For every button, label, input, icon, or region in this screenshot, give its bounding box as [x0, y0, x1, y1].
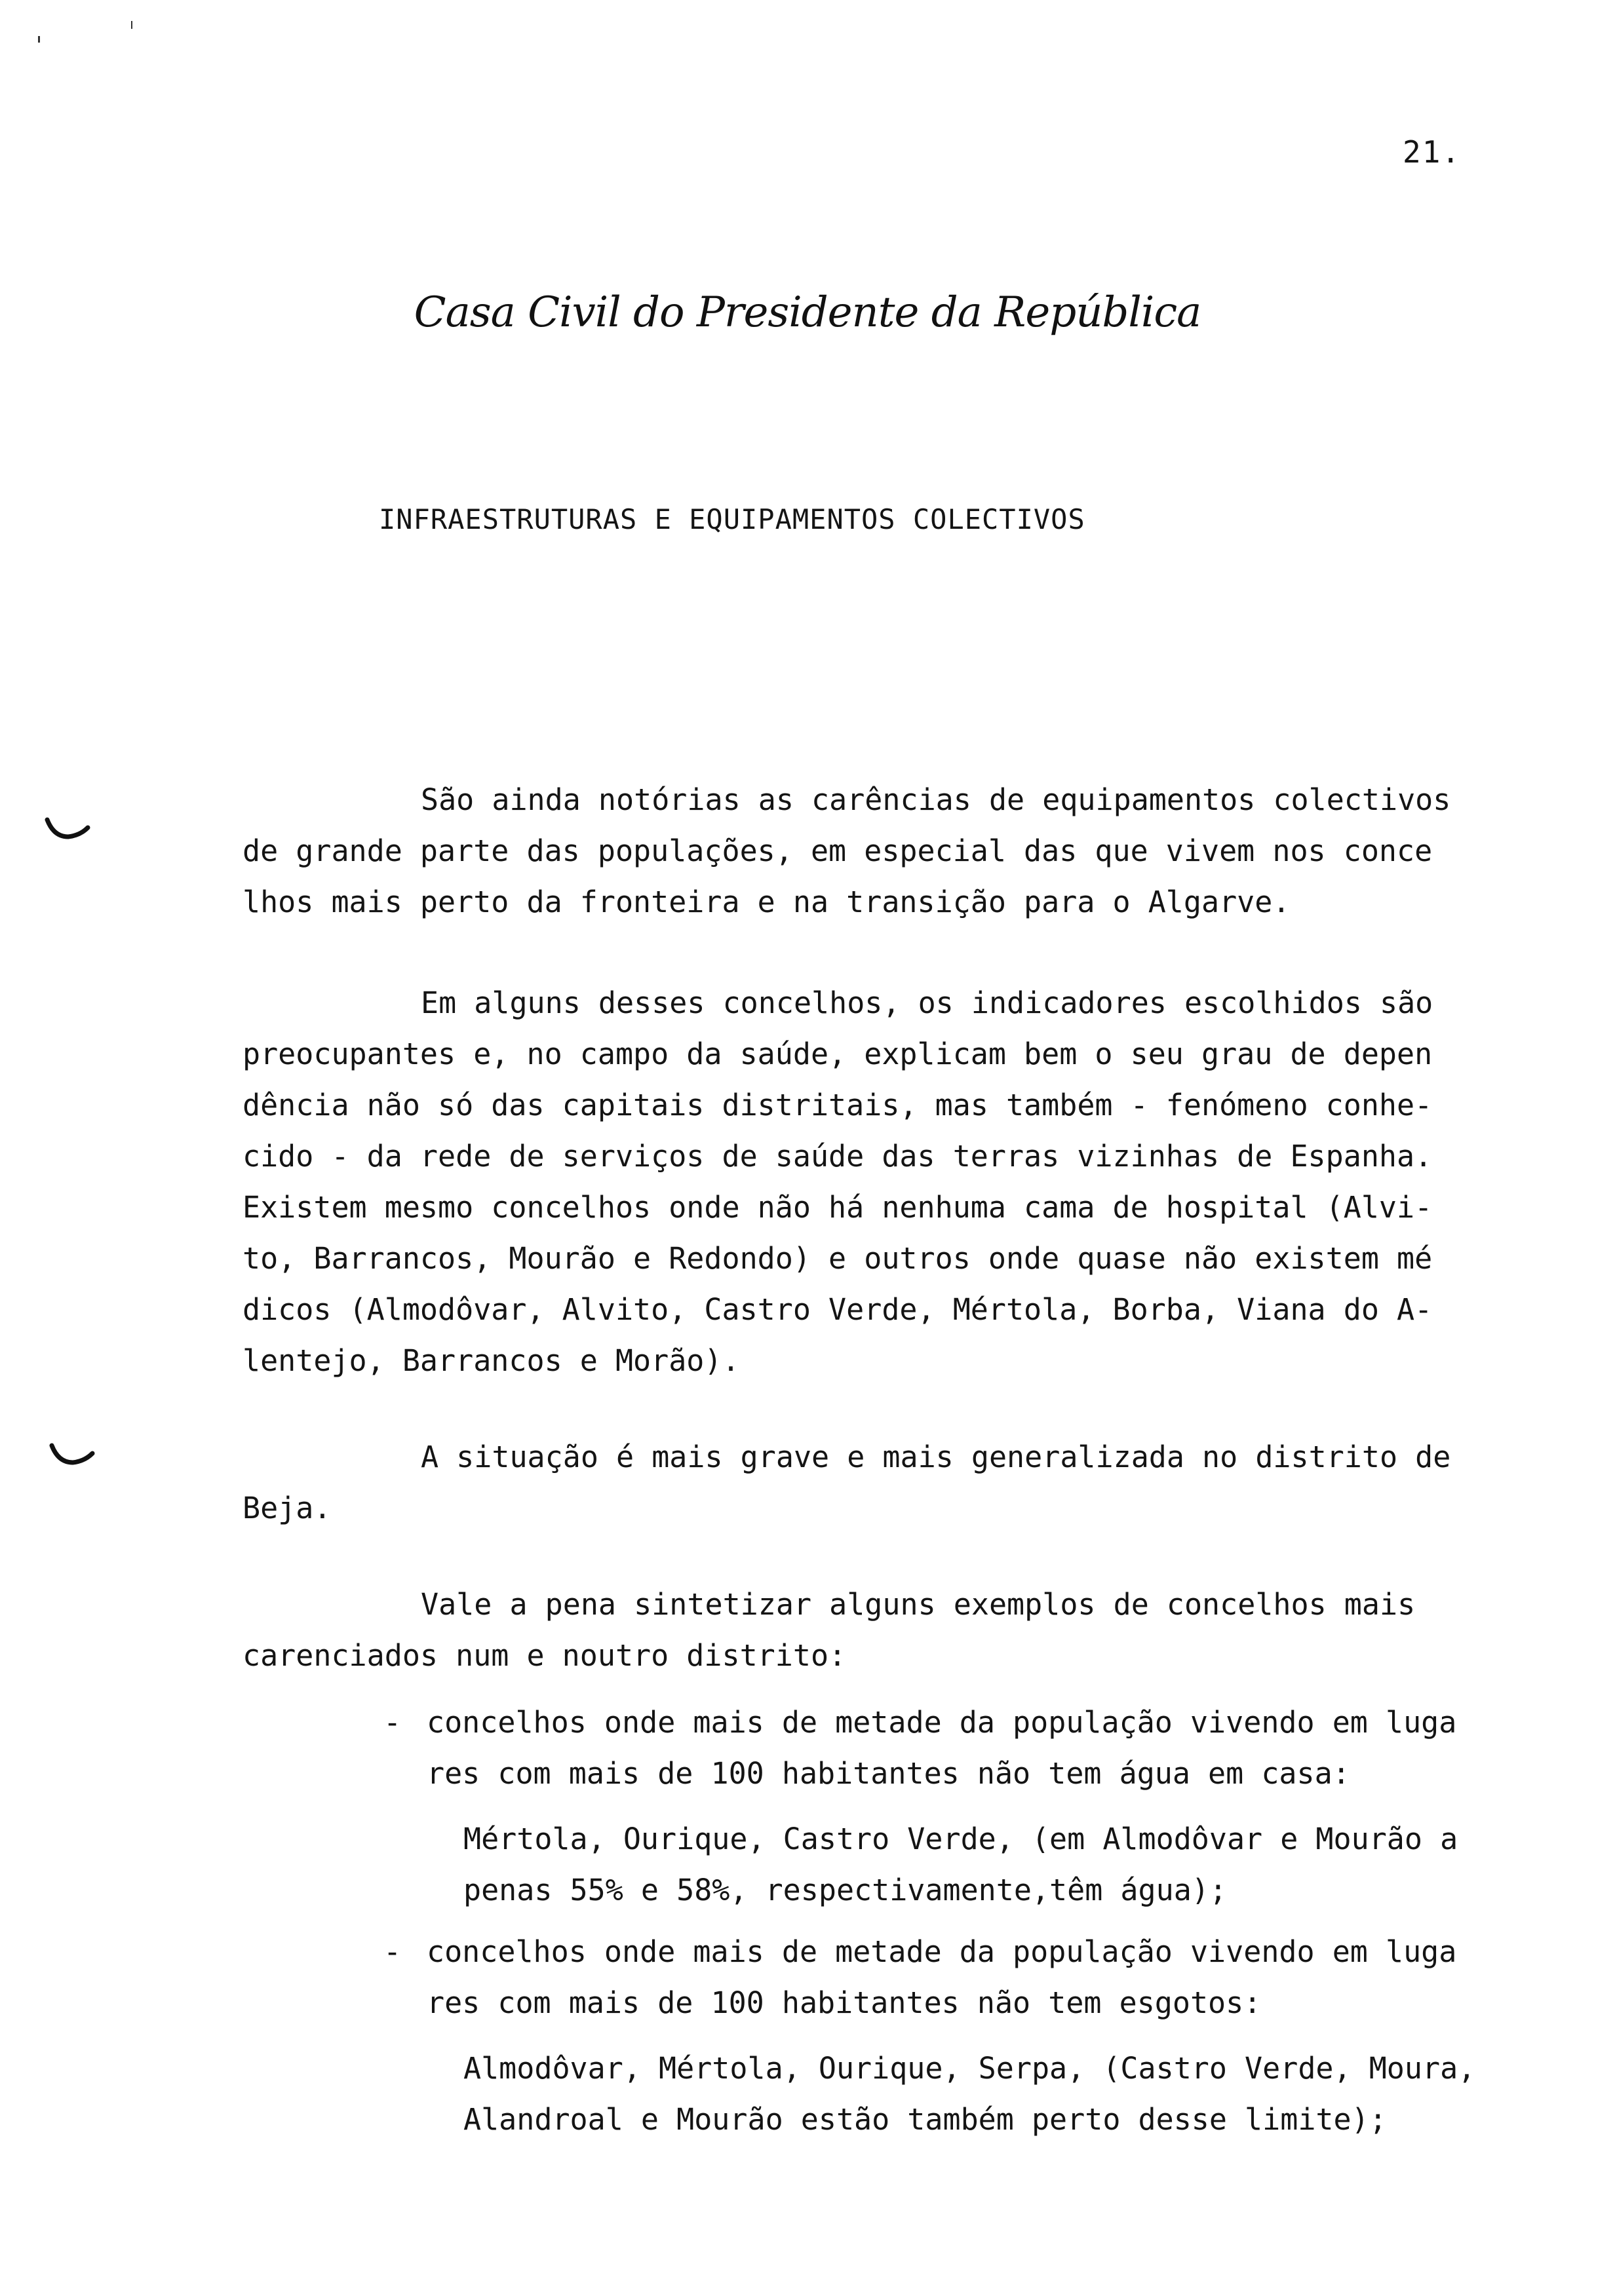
paragraph-line: Em alguns desses concelhos, os indicadores escolhidos são [421, 985, 1433, 1020]
bullet-sub-line: Almodôvar, Mértola, Ourique, Serpa, (Castro Verde, Moura, [463, 2051, 1476, 2086]
paragraph [243, 1579, 1566, 1681]
paragraph-line: carenciados num e noutro distrito: [243, 1638, 847, 1673]
bullet-sub-line: penas 55% e 58%, respectivamente,têm água); [463, 1873, 1227, 1907]
bullet-marker: - [383, 1705, 402, 1740]
margin-check-mark [49, 1442, 95, 1468]
paragraph-line: cido - da rede de serviços de saúde das terras vizinhas de Espanha. [243, 1139, 1433, 1174]
scan-mark [38, 36, 40, 43]
bullet-sub-line: Mértola, Ourique, Castro Verde, (em Almodôvar e Mourão a [463, 1822, 1458, 1856]
paragraph-line: São ainda notórias as carências de equipamentos colectivos [421, 782, 1451, 817]
paragraph-line: Existem mesmo concelhos onde não há nenhuma cama de hospital (Alvi- [243, 1190, 1433, 1225]
paragraph-line: dência não só das capitais distritais, mas também - fenómeno conhe- [243, 1088, 1433, 1122]
bullet-item [383, 1697, 1563, 1916]
paragraph-line: lentejo, Barrancos e Morão). [243, 1343, 740, 1378]
paragraph-line: A situação é mais grave e mais generalizada no distrito de [421, 1440, 1451, 1474]
bullet-sub-line: Alandroal e Mourão estão também perto desse limite); [463, 2102, 1387, 2137]
paragraph-line: lhos mais perto da fronteira e na transição para o Algarve. [243, 885, 1291, 919]
bullet-marker: - [383, 1934, 402, 1969]
bullet-line: res com mais de 100 habitantes não tem esgotos: [427, 1985, 1262, 2020]
bullet-line: concelhos onde mais de metade da população vivendo em luga [427, 1934, 1457, 1969]
paragraph-line: dicos (Almodôvar, Alvito, Castro Verde, Mértola, Borba, Viana do A- [243, 1292, 1433, 1327]
paragraph-line: to, Barrancos, Mourão e Redondo) e outros onde quase não existem mé [243, 1241, 1433, 1276]
page-number: 21. [1403, 134, 1462, 170]
paragraph [243, 978, 1566, 1387]
paragraph-line: Vale a pena sintetizar alguns exemplos de concelhos mais [421, 1587, 1416, 1622]
paragraph [243, 775, 1566, 928]
scan-mark [131, 21, 132, 29]
paragraph-line: de grande parte das populações, em especial das que vivem nos conce [243, 833, 1433, 868]
bullet-line: concelhos onde mais de metade da população vivendo em luga [427, 1705, 1457, 1740]
letterhead-logo: Casa Civil do Presidente da República [414, 288, 1201, 337]
margin-check-mark [45, 816, 90, 842]
bullet-line: res com mais de 100 habitantes não tem água em casa: [427, 1756, 1350, 1791]
paragraph-line: Beja. [243, 1491, 332, 1525]
paragraph-line: preocupantes e, no campo da saúde, explicam bem o seu grau de depen [243, 1037, 1433, 1071]
bullet-item [383, 1926, 1563, 2145]
paragraph [243, 1432, 1566, 1534]
section-heading: INFRAESTRUTURAS E EQUIPAMENTOS COLECTIVOS [379, 503, 1085, 535]
